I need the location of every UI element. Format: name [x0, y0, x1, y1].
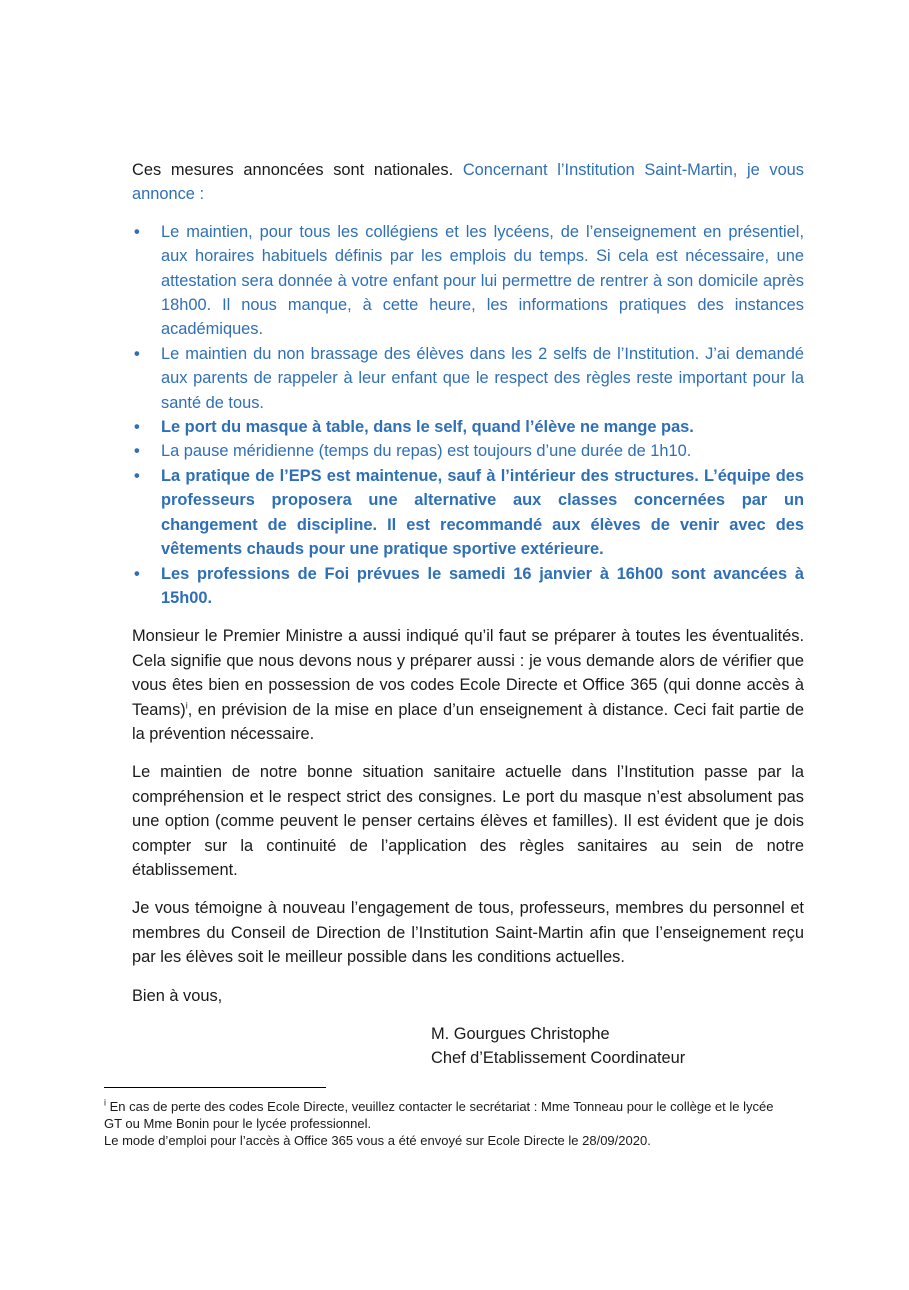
paragraph-situation-sanitaire: Le maintien de notre bonne situation sanitaire actuelle dans l’Institution passe par la compréhension et le respect strict des consignes. Le port du masque n’est absolument pas une option (comme peuvent le penser certains élèves et familles). Il est évident que je dois compter sur la continuité de l’application des règles sanitaires au sein de notre établissement. — [132, 763, 804, 879]
measure-text: La pause méridienne (temps du repas) est toujours d’une durée de 1h10. — [161, 442, 692, 461]
paragraph-premier-ministre — [132, 624, 804, 746]
measure-item-masque — [132, 415, 804, 439]
measure-item-presentiel — [132, 220, 804, 342]
measure-item-pause — [132, 439, 804, 463]
intro-paragraph — [132, 158, 804, 207]
bullet-icon: • — [134, 418, 140, 437]
footnote-2: Le mode d’emploi pour l’accès à Office 365 vous a été envoyé sur Ecole Directe le 28/09/2020. — [104, 1133, 651, 1148]
paragraph-text: , en prévision de la mise en place d’un enseignement à distance. Ceci fait partie de la prévention nécessaire. — [132, 700, 804, 743]
measure-text: Le port du masque à table, dans le self, quand l’élève ne mange pas. — [161, 418, 694, 437]
bullet-icon: • — [134, 442, 140, 461]
letter-body — [132, 158, 804, 1071]
paragraph-text: Monsieur le Premier Ministre a aussi indiqué qu’il faut se préparer à toutes les éventualités. Cela signifie que nous devons nous y préparer aussi : je vous demande alors de vérifier que vous êtes bien en possession de vos codes Ecole Directe et Office 365 (qui donne accès à Teams) — [132, 627, 804, 719]
footnote-text: En cas de perte des codes Ecole Directe, veuillez contacter le secrétariat : Mme Tonneau pour le collège et le lycée GT ou Mme Bonin pour le lycée professionnel. — [104, 1099, 774, 1131]
bullet-icon: • — [134, 466, 140, 485]
paragraph-engagement: Je vous témoigne à nouveau l’engagement de tous, professeurs, membres du personnel et membres du Conseil de Direction de l’Institution Saint-Martin afin que l’enseignement reçu par les élèves soit le meilleur possible dans les conditions actuelles. — [132, 899, 804, 967]
signature-title: Chef d’Etablissement Coordinateur — [431, 1049, 686, 1068]
measure-text: Le maintien, pour tous les collégiens et les lycéens, de l’enseignement en présentiel, aux horaires habituels définis par les emplois du temps. Si cela est nécessaire, une attestation sera donnée à votre enfant pour lui permettre de rentrer à son domicile après 18h00. Il nous manque, à cette heure, les informations pratiques des instances académiques. — [161, 222, 804, 339]
measure-text: La pratique de l’EPS est maintenue, sauf à l’intérieur des structures. L’équipe des professeurs proposera une alternative aux classes concernées par un changement de discipline. Il est recommandé aux élèves de venir avec des vêtements chauds pour une pratique sportive extérieure. — [161, 466, 804, 559]
footnote-marker: i — [104, 1097, 106, 1108]
footnote-1 — [104, 1098, 794, 1132]
closing-salutation: Bien à vous, — [132, 986, 223, 1005]
bullet-icon: • — [134, 344, 140, 363]
signature-block — [431, 1022, 804, 1071]
measure-item-self — [132, 342, 804, 415]
measures-list — [132, 220, 804, 611]
bullet-icon: • — [134, 564, 140, 583]
signature-name: M. Gourgues Christophe — [431, 1025, 610, 1043]
measure-text: Les professions de Foi prévues le samedi 16 janvier à 16h00 sont avancées à 15h00. — [161, 564, 804, 607]
measure-item-professions-foi — [132, 562, 804, 611]
measure-text: Le maintien du non brassage des élèves dans les 2 selfs de l’Institution. J’ai demandé aux parents de rappeler à leur enfant que le respect des règles reste important pour la santé de tous. — [161, 344, 804, 412]
intro-national-text: Ces mesures annoncées sont nationales. — [132, 161, 454, 179]
measure-item-eps — [132, 464, 804, 562]
intro-institution-text: Concernant l’Institution Saint-Martin, je vous annonce : — [132, 161, 804, 204]
footnote-divider — [104, 1087, 326, 1088]
footnote-reference: i — [185, 700, 188, 711]
footnotes — [104, 1098, 794, 1149]
bullet-icon: • — [134, 222, 140, 241]
